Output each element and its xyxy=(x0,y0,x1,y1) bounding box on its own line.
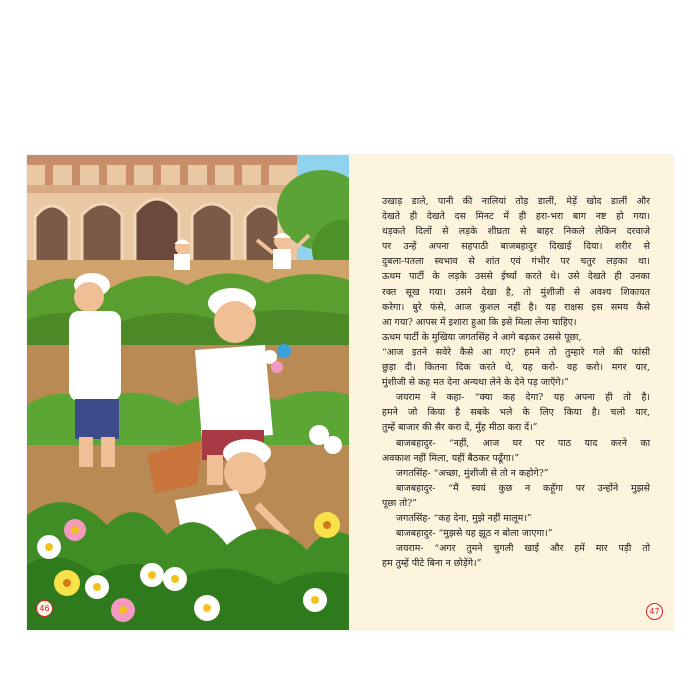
story-line: बाजबहादुर- “मुझसे यह झूठ न बोला जाएगा।” xyxy=(396,528,553,540)
story-line: जयराम ने कहा- “क्या कह देगा? यह अपना ही तो है। xyxy=(396,392,650,404)
story-line: उखाड़ डाले, पानी की नालियां तोड़ डालीं, मेड़ें खोद डालीं और xyxy=(382,196,650,207)
left-page-illustration xyxy=(27,155,349,630)
story-line: जगतसिंह- “अच्छा, मुंशीजी से तो न कहोगे?” xyxy=(396,467,549,479)
story-line: मुंशीजी से कह मत देना अन्यथा लेने के देने पड़ जाएँगे।” xyxy=(382,377,569,389)
story-line: “आज इतने सवेरे कैसे आ गए? हमने तो तुम्हारे गले की फांसी xyxy=(382,346,650,358)
story-line: दुबला-पतला स्वभाव से शांत एवं गंभीर पर चतुर लड़का था। xyxy=(382,256,650,268)
story-line: धड़कते दिलों से लड़के शीघ्रता से बाहर निकले लेकिन दरवाजे xyxy=(382,226,650,238)
story-line: आ गया? आपस में इशारा हुआ कि इसे मिला लेना चाहिए। xyxy=(382,316,577,328)
story-line: हमने जो किया है सबके भले के लिए किया है। चलो यार, xyxy=(382,407,650,419)
right-page-text xyxy=(349,155,673,630)
story-line: अवकाश नहीं मिला, यहीं बैठकर पढूँगा।” xyxy=(382,452,520,464)
story-line: देखते ही देखते दस मिनट में ही हरा-भरा बाग नष्ट हो गया। xyxy=(382,211,650,223)
page-number-right: 47 xyxy=(646,603,663,620)
story-line: तुम्हें बाजार की सैर करा दें, मुँह मीठा करा दें।” xyxy=(382,422,538,434)
story-line: ऊधम पार्टी के मुखिया जगतसिंह ने आगे बढ़कर उससे पूछा, xyxy=(382,331,582,343)
book-spread xyxy=(27,155,673,630)
story-line: करेगा। बुरे फंसे, आज कुशल नहीं है। यह राक्षस इस समय कैसे xyxy=(382,301,650,313)
story-line: हम तुम्हें पीटे बिना न छोड़ेंगे।” xyxy=(382,558,482,570)
story-line: जगतसिंह- “कह देना, मुझे नहीं मालूम।” xyxy=(396,512,532,524)
story-line: छुड़ा दी। कितना दिक करते थे, यह करो- वह करो। मगर यार, xyxy=(382,362,650,374)
story-line: बाजबहादुर- “नहीं, आज घर पर पाठ याद करने का xyxy=(396,437,650,449)
story-line: ऊधम पार्टी के लड़के उससे ईर्ष्या करते थे। उसे देखते ही उनका xyxy=(382,271,650,283)
story-line: पूछा तो?” xyxy=(382,497,417,509)
page-number-left: 46 xyxy=(36,600,53,617)
story-line: जयराम- “अगर तुमने चुगली खाई और हमें मार पड़ी तो xyxy=(396,543,650,555)
story-line: बाजबहादुर- “मैं स्वयं कुछ न कहूँगा पर उन्होंने मुझसे xyxy=(396,482,650,494)
story-text xyxy=(382,194,650,571)
story-line: रक्त सूख गया। उसने देखा है, तो मुंशीजी से अवश्य शिकायत xyxy=(382,286,650,298)
school-building xyxy=(27,155,297,265)
garden-illustration xyxy=(27,155,349,630)
story-line: पर उन्हें अपना सहपाठी बाजबहादुर दिखाई दिया। शरीर से xyxy=(382,241,650,253)
